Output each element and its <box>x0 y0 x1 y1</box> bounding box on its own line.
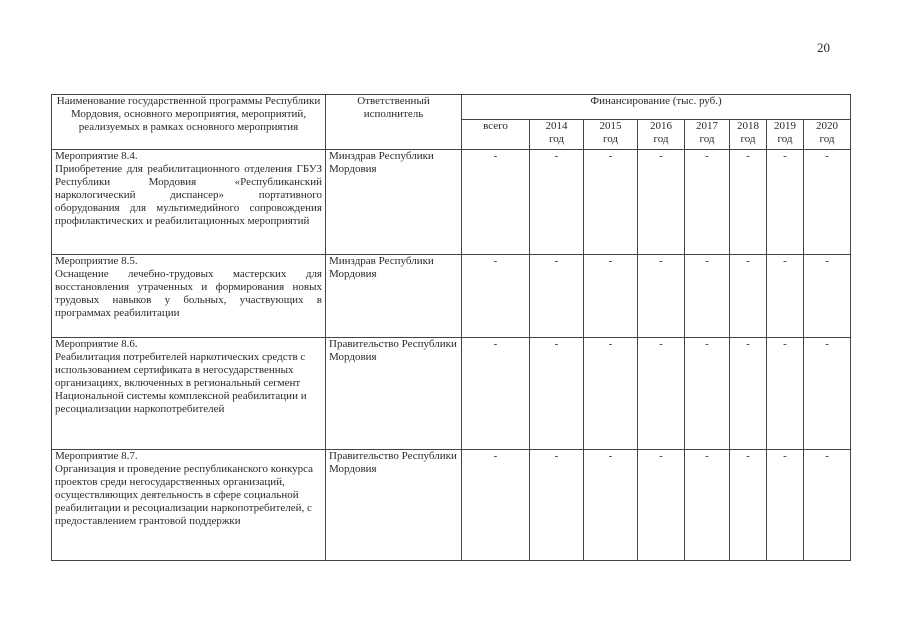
executor-cell: Минздрав Республики Мордовия <box>326 255 462 338</box>
value-2019: - <box>767 150 804 255</box>
table-row <box>52 255 851 338</box>
activity-cell <box>52 450 326 561</box>
value-2017: - <box>685 450 730 561</box>
activity-cell <box>52 338 326 450</box>
value-2020: - <box>804 450 851 561</box>
value-2014: - <box>530 450 584 561</box>
value-2014: - <box>530 150 584 255</box>
activity-description: Приобретение для реабилитационного отделения ГБУЗ Республики Мордовия «Республиканский наркологический диспансер» портативного оборудования для мультимедийного сопровождения профилактических и реабилитационных мероприятий <box>55 163 322 227</box>
header-year-2020: 2020 год <box>804 120 851 150</box>
header-financing: Финансирование (тыс. руб.) <box>462 95 851 120</box>
value-2018: - <box>730 150 767 255</box>
value-2015: - <box>584 450 638 561</box>
value-2017: - <box>685 338 730 450</box>
value-total: - <box>462 150 530 255</box>
value-2015: - <box>584 338 638 450</box>
activity-title: Мероприятие 8.5. <box>55 255 138 267</box>
value-2016: - <box>638 255 685 338</box>
activity-cell <box>52 150 326 255</box>
value-2014: - <box>530 338 584 450</box>
value-2018: - <box>730 450 767 561</box>
value-total: - <box>462 338 530 450</box>
value-2017: - <box>685 150 730 255</box>
header-year-2019: 2019 год <box>767 120 804 150</box>
executor-cell: Минздрав Республики Мордовия <box>326 150 462 255</box>
value-total: - <box>462 450 530 561</box>
header-year-2018: 2018 год <box>730 120 767 150</box>
activity-title: Мероприятие 8.4. <box>55 150 138 162</box>
value-2020: - <box>804 338 851 450</box>
activity-description: Реабилитация потребителей наркотических средств с использованием сертификата в негосударственных организациях, включенных в региональный сегмент Национальной системы комплексной реабилитации и ресоциализации наркопотребителей <box>55 351 307 415</box>
value-2016: - <box>638 338 685 450</box>
value-2017: - <box>685 255 730 338</box>
activity-cell <box>52 255 326 338</box>
value-2018: - <box>730 255 767 338</box>
value-2016: - <box>638 450 685 561</box>
page-number: 20 <box>817 40 830 55</box>
executor-cell: Правительство Республики Мордовия <box>326 338 462 450</box>
table-row <box>52 338 851 450</box>
header-year-2014: 2014 год <box>530 120 584 150</box>
value-2014: - <box>530 255 584 338</box>
value-2020: - <box>804 255 851 338</box>
activity-description: Оснащение лечебно-трудовых мастерских для восстановления утраченных и формирования новых трудовых навыков у больных, участвующих в программах реабилитации <box>55 268 322 319</box>
activity-title: Мероприятие 8.6. <box>55 338 138 350</box>
header-year-2016: 2016 год <box>638 120 685 150</box>
value-total: - <box>462 255 530 338</box>
activity-title: Мероприятие 8.7. <box>55 450 138 462</box>
header-year-2015: 2015 год <box>584 120 638 150</box>
header-row-top <box>52 95 851 120</box>
value-2020: - <box>804 150 851 255</box>
value-2019: - <box>767 338 804 450</box>
activity-description: Организация и проведение республиканского конкурса проектов среди негосударственных организаций, осуществляющих деятельность в сфере социальной реабилитации и ресоциализации наркопотребителей, с предоставлением грантовой поддержки <box>55 463 314 527</box>
value-2015: - <box>584 255 638 338</box>
header-executor: Ответственный исполнитель <box>326 95 462 150</box>
value-2015: - <box>584 150 638 255</box>
value-2019: - <box>767 255 804 338</box>
value-2019: - <box>767 450 804 561</box>
value-2018: - <box>730 338 767 450</box>
header-total: всего <box>462 120 530 150</box>
header-name: Наименование государственной программы Республики Мордовия, основного мероприятия, мероприятий, реализуемых в рамках основного мероприятия <box>52 95 326 150</box>
value-2016: - <box>638 150 685 255</box>
table-row <box>52 450 851 561</box>
program-table <box>51 94 851 561</box>
table-row <box>52 150 851 255</box>
header-year-2017: 2017 год <box>685 120 730 150</box>
executor-cell: Правительство Республики Мордовия <box>326 450 462 561</box>
